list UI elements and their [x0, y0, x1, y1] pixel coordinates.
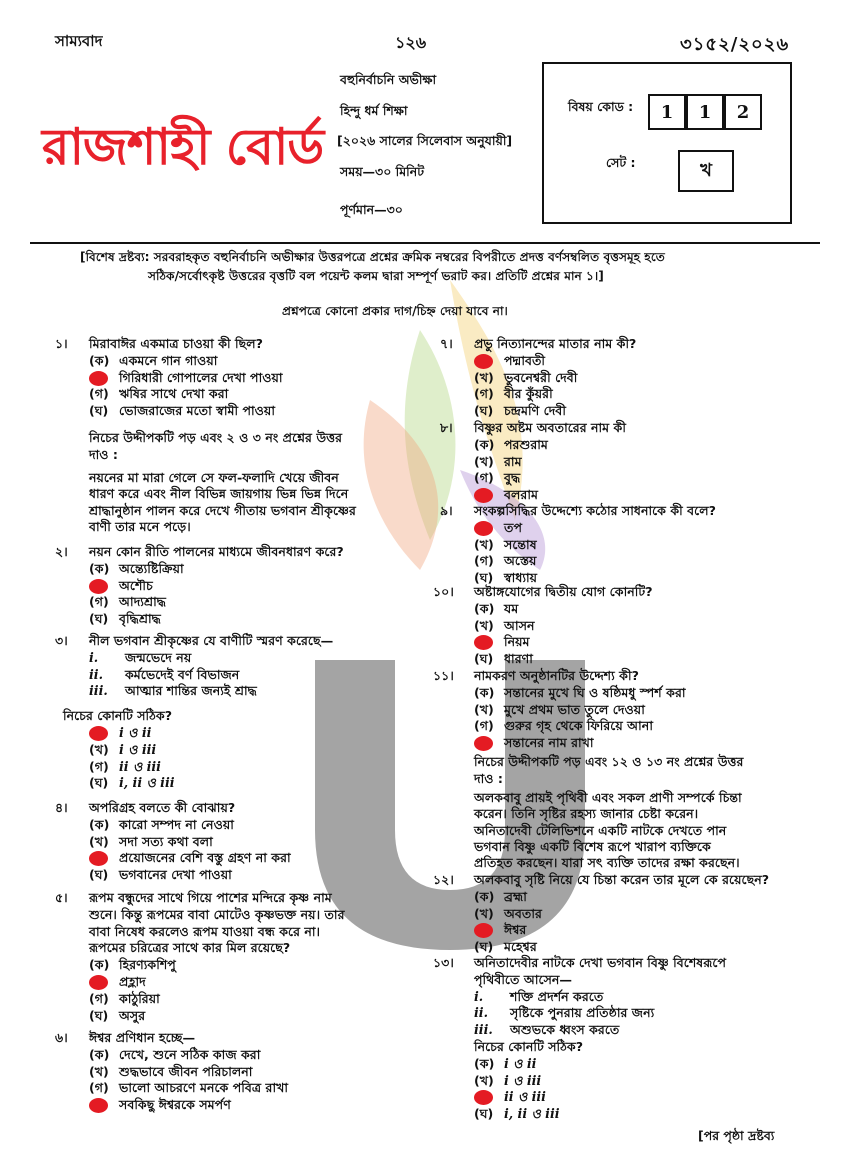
option[interactable]: (ক) কারো সম্পদ না নেওয়া [89, 816, 234, 832]
marked-bubble [89, 975, 108, 990]
option[interactable]: (খ) সন্তোষ [474, 536, 537, 552]
instruction-line-1: [বিশেষ দ্রষ্টব্য: সরবরাহকৃত বহুনির্বাচনি অভীক্ষার উত্তরপত্রে প্রশ্নের ক্রমিক নম্বরের বিপরীতে প্রদত্ত বর্ণসম্বলিত বৃত্তসমূহ হতে [80, 250, 665, 264]
question-9: ৯। সংকল্পসিদ্ধির উদ্দেশ্যে কঠোর সাধনাকে কী বলে? তপ (খ) সন্তোষ (গ) অস্তেয় (ঘ) স্বাধ্যায় [440, 503, 820, 587]
divider [30, 242, 820, 244]
board-name: রাজশাহী বোর্ড [42, 117, 324, 176]
option-marked[interactable]: প্রহ্লাদ [89, 974, 435, 991]
option-marked[interactable]: সবকিছু ঈশ্বরকে সমর্পণ [89, 1097, 435, 1114]
stimulus-stem-1: নিচের উদ্দীপকটি পড় এবং ২ ও ৩ নং প্রশ্নের উত্তর দাও : [89, 430, 343, 462]
option[interactable]: (ঘ) i, ii ও iii [474, 1106, 560, 1122]
exam-type: বহুনির্বাচনি অভীক্ষা [340, 72, 437, 87]
paper-code: ৩১৫২/২০২৬ [680, 34, 790, 55]
question-7: ৭। প্রভু নিত্যানন্দের মাতার নাম কী? পদ্মাবতী (খ) ভুবনেশ্বরী দেবী (গ) বীর কুঁয়রী (ঘ) চন্দ্রমণি দেবী [440, 336, 820, 420]
question-6: ৬। ঈশ্বর প্রণিধান হচ্ছে— (ক) দেখে, শুনে সঠিক কাজ করা (খ) শুদ্ধভাবে জীবন পরিচালনা (গ) ভালো আচরণে মনকে পবিত্র রাখা সবকিছু ঈশ্বরকে সমর্পণ [55, 1030, 435, 1114]
option-marked[interactable]: তপ [474, 520, 820, 537]
option[interactable]: (ক) একমনে গান গাওয়া [89, 352, 218, 368]
option[interactable]: (ঘ) i, ii ও iii [89, 775, 175, 791]
option[interactable]: (ঘ) অসুর [89, 1007, 146, 1023]
option-marked[interactable]: বলরাম [474, 487, 820, 504]
statement: i. জন্মভেদে নয় [89, 649, 192, 665]
option-marked[interactable]: নিয়ম [474, 634, 820, 651]
stimulus-stem-2: নিচের উদ্দীপকটি পড় এবং ১২ ও ১৩ নং প্রশ্নের উত্তর দাও : [474, 754, 744, 786]
marked-bubble [474, 354, 493, 369]
set-value: খ [678, 150, 734, 192]
option[interactable]: (খ) i ও iii [89, 741, 157, 757]
option[interactable]: (ঘ) ভোজরাজের মতো স্বামী পাওয়া [89, 403, 276, 419]
option-marked[interactable]: পদ্মাবতী [474, 353, 820, 370]
option[interactable]: (খ) ভুবনেশ্বরী দেবী [474, 369, 578, 385]
statement: ii. সৃষ্টিকে পুনরায় প্রতিষ্ঠার জন্য [474, 1005, 655, 1021]
option[interactable]: (ক) পরশুরাম [474, 436, 548, 452]
option[interactable]: (ঘ) চন্দ্রমণি দেবী [474, 403, 566, 419]
subject-tag: সাম্যবাদ [55, 32, 103, 50]
question-3: ৩। নীল ভগবান শ্রীকৃষ্ণের যে বাণীটি স্মরণ করেছে— i. জন্মভেদে নয় ii. কর্মভেদেই বর্ণ বিভাজন iii. আত্মার শান্তির জন্যই শ্রাদ্ধ নিচের কোনটি সঠিক? i ও ii (খ) i ও iii (গ) ii ও iii (ঘ) i, ii ও iii [55, 633, 435, 792]
question-8: ৮। বিষ্ণুর অষ্টম অবতারের নাম কী (ক) পরশুরাম (খ) রাম (গ) বুদ্ধ বলরাম [440, 420, 820, 504]
option[interactable]: (খ) মুখে প্রথম ভাত তুলে দেওয়া [474, 701, 645, 717]
option-marked[interactable]: গিরিধারী গোপালের দেখা পাওয়া [89, 370, 435, 387]
option-marked[interactable]: ঈশ্বর [474, 922, 823, 939]
page-number: ১২৬ [395, 33, 427, 52]
next-page-note: [পর পৃষ্ঠা দ্রষ্টব্য [698, 1128, 775, 1143]
option[interactable]: (ক) অন্ত্যেষ্টিক্রিয়া [89, 560, 184, 576]
exam-marks: পূর্ণমান—৩০ [340, 202, 403, 217]
option[interactable]: (ঘ) ভগবানের দেখা পাওয়া [89, 867, 232, 883]
option-marked[interactable]: অশৌচ [89, 578, 435, 595]
question-1: ১। মিরাবাঈর একমাত্র চাওয়া কী ছিল? (ক) একমনে গান গাওয়া গিরিধারী গোপালের দেখা পাওয়া (গ) ঋষির সাথে দেখা করা (ঘ) ভোজরাজের মতো স্বামী পাওয়া [55, 336, 435, 420]
set-label: সেট : [606, 155, 636, 170]
option[interactable]: (ঘ) মহেশ্বর [474, 939, 537, 955]
option[interactable]: (খ) i ও iii [474, 1072, 542, 1088]
exam-time: সময়—৩০ মিনিট [340, 164, 425, 179]
option[interactable]: (ক) i ও ii [474, 1055, 537, 1071]
option[interactable]: (ঘ) স্বাধ্যায় [474, 570, 538, 586]
statement: i. শক্তি প্রদর্শন করতে [474, 988, 604, 1004]
instruction-line-2: সঠিক/সর্বোৎকৃষ্ট উত্তরের বৃত্তটি বল পয়েন্ট কলম দ্বারা সম্পূর্ণ ভরাট কর। প্রতিটি প্রশ্নের মান ১।] [148, 269, 604, 283]
option[interactable]: (গ) বীর কুঁয়রী [474, 386, 553, 402]
option[interactable]: (ঘ) বৃদ্ধিশ্রাদ্ধ [89, 611, 161, 627]
marked-bubble [474, 1090, 493, 1105]
marked-bubble [89, 371, 108, 386]
code-box [542, 62, 792, 224]
option[interactable]: (খ) আসন [474, 617, 535, 633]
marked-bubble [89, 726, 108, 741]
marked-bubble [474, 635, 493, 650]
question-text: মিরাবাঈর একমাত্র চাওয়া কী ছিল? [89, 336, 263, 351]
option[interactable]: (গ) ii ও iii [89, 758, 161, 774]
option[interactable]: (খ) সদা সত্য কথা বলা [89, 833, 213, 849]
marked-bubble [474, 923, 493, 938]
option[interactable]: (ক) সন্তানের মুখে ঘি ও ষষ্ঠিমধু স্পর্শ করা [474, 684, 686, 700]
question-10: ১০। অষ্টাঙ্গযোগের দ্বিতীয় যোগ কোনটি? (ক) যম (খ) আসন নিয়ম (ঘ) ধারণা [433, 584, 820, 668]
statement: ii. কর্মভেদেই বর্ণ বিভাজন [89, 666, 240, 682]
option[interactable]: (খ) অবতার [474, 905, 542, 921]
marked-bubble [474, 736, 493, 751]
question-12: ১২। অলকবাবু সৃষ্টি নিয়ে যে চিন্তা করেন তার মূলে কে রয়েছেন? (ক) ব্রহ্মা (খ) অবতার ঈশ্বর (ঘ) মহেশ্বর [433, 872, 823, 956]
option[interactable]: (গ) আদ্যশ্রাদ্ধ [89, 594, 167, 610]
option[interactable]: (খ) রাম [474, 453, 522, 469]
option[interactable]: (খ) শুদ্ধভাবে জীবন পরিচালনা [89, 1063, 253, 1079]
marked-bubble [89, 579, 108, 594]
exam-syllabus: [২০২৬ সালের সিলেবাস অনুযায়ী] [337, 133, 513, 148]
question-2: ২। নয়ন কোন রীতি পালনের মাধ্যমে জীবনধারণ করে? (ক) অন্ত্যেষ্টিক্রিয়া অশৌচ (গ) আদ্যশ্রাদ্ধ (ঘ) বৃদ্ধিশ্রাদ্ধ [55, 544, 435, 628]
subject-code-label: বিষয় কোড : [568, 99, 634, 114]
option[interactable]: (ক) ব্রহ্মা [474, 888, 527, 904]
code-digit-1: 1 [648, 94, 686, 130]
which-correct: নিচের কোনটি সঠিক? [63, 708, 172, 724]
exam-subject: হিন্দু ধর্ম শিক্ষা [340, 103, 408, 118]
passage-2: অলকবাবু প্রায়ই পৃথিবী এবং সকল প্রাণী সম্পর্কে চিন্তা করেন। তিনি সৃষ্টির রহস্য জানার চেষ্টা করেন। অনিতাদেবী টেলিভিশনে একটি নাটকে দেখতে পান ভগবান বিষ্ণু একটি বিশেষ রূপে খারাপ ব্যক্তিকে প্রতিহত করছেন। যারা সৎ ব্যক্তি তাদের রক্ষা করছেন। [474, 790, 742, 871]
statement: iii. আত্মার শান্তির জন্যই শ্রাদ্ধ [89, 683, 257, 699]
question-11: ১১। নামকরণ অনুষ্ঠানটির উদ্দেশ্য কী? (ক) সন্তানের মুখে ঘি ও ষষ্ঠিমধু স্পর্শ করা (খ) মুখে প্রথম ভাত তুলে দেওয়া (গ) গুরুর গৃহ থেকে ফিরিয়ে আনা সন্তানের নাম রাখা [433, 668, 820, 752]
code-digit-2: 1 [686, 94, 724, 130]
passage-1: নয়নের মা মারা গেলে সে ফল-ফলাদি খেয়ে জীবন ধারণ করে এবং নীল বিভিন্ন জায়গায় ভিন্ন ভিন্ন দিনে শ্রাদ্ধানুষ্ঠান পালন করে দেখে গীতায় ভগবান শ্রীকৃষ্ণের বাণী তার মনে পড়ে। [89, 470, 356, 534]
option[interactable]: (ঘ) ধারণা [474, 651, 533, 667]
option[interactable]: (গ) বুদ্ধ [474, 470, 521, 486]
option[interactable]: (গ) ঋষির সাথে দেখা করা [89, 386, 229, 402]
option[interactable]: (গ) কাঠুরিয়া [89, 990, 160, 1006]
marked-bubble [89, 1098, 108, 1113]
option[interactable]: (গ) গুরুর গৃহ থেকে ফিরিয়ে আনা [474, 718, 653, 734]
question-4: ৪। অপরিগ্রহ বলতে কী বোঝায়? (ক) কারো সম্পদ না নেওয়া (খ) সদা সত্য কথা বলা প্রয়োজনের বেশি বস্তু গ্রহণ না করা (ঘ) ভগবানের দেখা পাওয়া [55, 800, 435, 884]
option-marked[interactable]: ii ও iii [474, 1089, 823, 1106]
code-digit-3: 2 [724, 94, 762, 130]
option-marked[interactable]: i ও ii [89, 725, 435, 742]
option-marked[interactable]: প্রয়োজনের বেশি বস্তু গ্রহণ না করা [89, 850, 435, 867]
marked-bubble [474, 521, 493, 536]
option[interactable]: (গ) ভালো আচরণে মনকে পবিত্র রাখা [89, 1080, 289, 1096]
statement: iii. অশুভকে ধ্বংস করতে [474, 1022, 620, 1038]
which-correct: নিচের কোনটি সঠিক? [474, 1038, 583, 1054]
question-5: ৫। রূপম বন্ধুদের সাথে গিয়ে পাশের মন্দিরে কৃষ্ণ নাম শুনে। কিন্তু রূপমের বাবা মোটেও কৃষ্ণভক্ত নয়। তার বাবা নিষেধ করলেও রূপম যাওয়া বন্ধ করে না। রূপমের চরিত্রের সাথে কার মিল রয়েছে? (ক) হিরণ্যকশিপু প্রহ্লাদ (গ) কাঠুরিয়া (ঘ) অসুর [55, 890, 435, 1024]
marked-bubble [474, 488, 493, 503]
option[interactable]: (ক) দেখে, শুনে সঠিক কাজ করা [89, 1046, 261, 1062]
option[interactable]: (ক) যম [474, 600, 519, 616]
instruction-warning: প্রশ্নপত্রে কোনো প্রকার দাগ/চিহ্ন দেয়া যাবে না। [282, 304, 508, 318]
option[interactable]: (ক) হিরণ্যকশিপু [89, 957, 176, 973]
marked-bubble [89, 851, 108, 866]
option-marked[interactable]: সন্তানের নাম রাখা [474, 735, 820, 752]
question-13: ১৩। অনিতাদেবীর নাটকে দেখা ভগবান বিষ্ণু বিশেষরূপে পৃথিবীতে আসেন— i. শক্তি প্রদর্শন করতে ii. সৃষ্টিকে পুনরায় প্রতিষ্ঠার জন্য iii. অশুভকে ধ্বংস করতে নিচের কোনটি সঠিক? (ক) i ও ii (খ) i ও iii ii ও iii (ঘ) i, ii ও iii [433, 955, 823, 1123]
option[interactable]: (গ) অস্তেয় [474, 553, 537, 569]
